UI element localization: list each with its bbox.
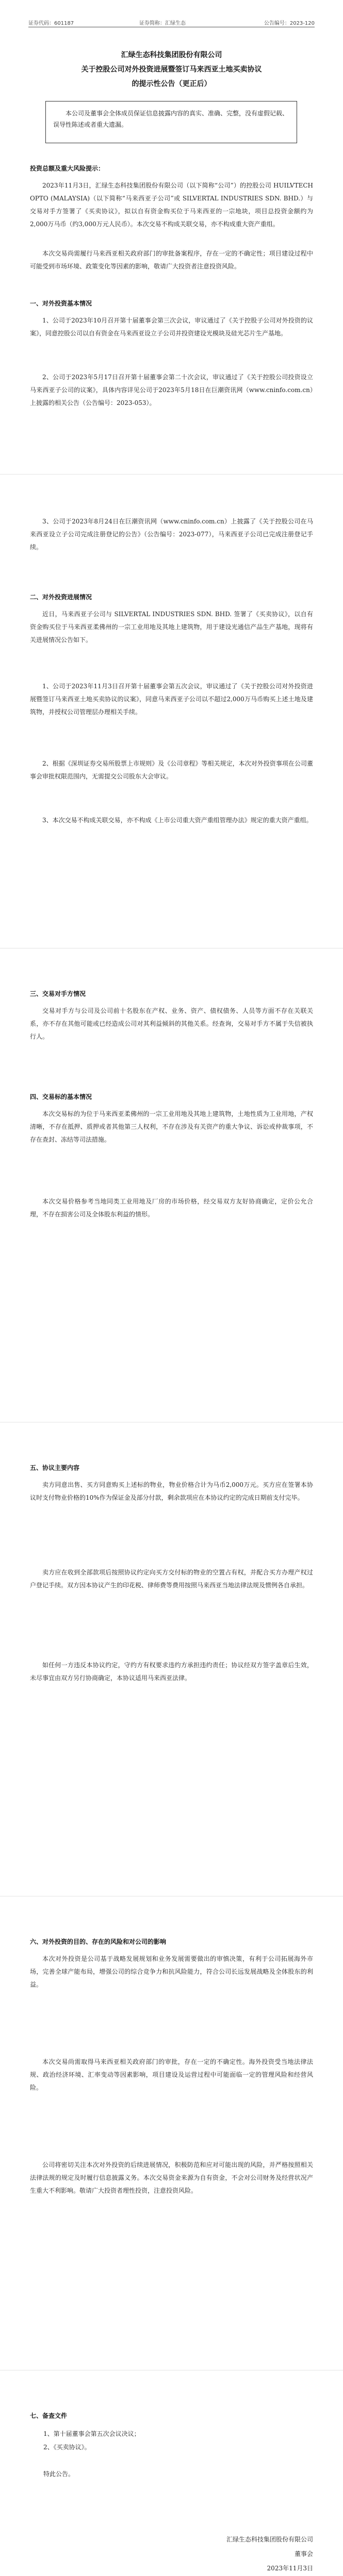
section-heading-counterparty: 三、交易对手方情况 xyxy=(30,990,86,997)
section-heading-subject: 四、交易标的基本情况 xyxy=(30,1093,92,1100)
paragraph: 1、公司于2023年10月召开第十届董事会第三次会议，审议通过了《关于控股子公司对外投资的议案》，同意控股公司以自有资金在马来西亚设立子公司并投资建设光模块及硅光芯片生产基地。 xyxy=(30,317,313,337)
paragraph: 近日，马来西亚子公司与 SILVERTAL INDUSTRIES SDN. BHD. 签署了《买卖协议》，以自有资金购买位于马来西亚柔佛州的一宗工业用地及其地上建筑物，用于建设光通信产品生产基地，现将有关进展情况公告如下。 xyxy=(30,611,313,643)
signature-board: 董事会 xyxy=(294,2550,313,2557)
paragraph: 本次交易价格参考当地同类工业用地及厂房的市场价格，经交易双方友好协商确定，定价公允合理，不存在损害公司及全体股东利益的情形。 xyxy=(30,1198,313,1218)
section-heading-tips: 投资总额及重大风险提示： xyxy=(30,165,105,172)
announcement-number: 公告编号：2023-120 xyxy=(264,21,315,26)
document-item: 2、《买卖协议》。 xyxy=(43,2444,91,2451)
paragraph: 3、公司于2023年8月24日在巨潮资讯网（www.cninfo.com.cn）上披露了《关于控股公司在马来西亚设立子公司完成注册登记的公告》（公告编号：2023-077），马来西亚子公司已完成注册登记手续。 xyxy=(30,518,313,551)
section-heading-documents: 七、备查文件 xyxy=(30,2412,68,2419)
paragraph: 如任何一方违反本协议约定，守约方有权要求违约方承担违约责任；协议经双方签字盖章后生效，未尽事宜由双方另行协商确定，本协议适用马来西亚法律。 xyxy=(30,1662,313,1682)
stock-code: 证券代码：601187 xyxy=(28,21,74,26)
paragraph: 本次交易尚需履行马来西亚相关政府部门的审批备案程序，存在一定的不确定性；项目建设过程中可能受到市场环境、政策变化等因素的影响，敬请广大投资者注意投资风险。 xyxy=(30,250,313,270)
title-line-2: 的提示性公告（更正后） xyxy=(132,80,211,88)
document-header xyxy=(28,19,315,25)
paragraph: 1、公司于2023年11月3日召开第十届董事会第五次会议，审议通过了《关于控股公司对外投资进展暨签订马来西亚土地买卖协议的议案》，同意马来西亚子公司以不超过2,000万马币购买上述土地及建筑物，并授权公司管理层办理相关手续。 xyxy=(30,683,313,716)
paragraph: 卖方应在收到全部款项后按照协议约定向买方交付标的物业的空置占有权，并配合买方办理产权过户登记手续。双方因本协议产生的印花税、律师费等费用按照马来西亚当地法律法规及惯例各自承担。 xyxy=(30,1569,313,1589)
paragraph: 本次交易尚需取得马来西亚相关政府部门的审批，存在一定的不确定性。海外投资受当地法律法规、政治经济环境、汇率变动等因素影响，项目建设及运营过程中可能面临一定的管理风险和经营风险。 xyxy=(30,2058,313,2091)
document-item: 1、第十届董事会第五次会议决议； xyxy=(43,2430,140,2437)
section-heading-basic: 一、对外投资基本情况 xyxy=(30,300,92,307)
paragraph: 2、根据《深圳证券交易所股票上市规则》及《公司章程》等相关规定，本次对外投资事项在公司董事会审批权限范围内，无需提交公司股东大会审议。 xyxy=(30,760,313,780)
paragraph: 2、公司于2023年5月17日召开第十届董事会第二十次会议，审议通过了《关于控股公司投资设立马来西亚子公司的议案》，具体内容详见公司于2023年5月18日在巨潮资讯网（www.cninfo.com.cn）上披露的相关公告（公告编号：2023-053）。 xyxy=(30,374,313,406)
stock-abbr: 证券简称：汇绿生态 xyxy=(139,21,186,26)
section-heading-agreement: 五、协议主要内容 xyxy=(30,1464,80,1471)
closing-line: 特此公告。 xyxy=(43,2470,75,2478)
paragraph: 公司将密切关注本次对外投资的后续进展情况，积极防范和应对可能出现的风险，并严格按照相关法律法规的规定及时履行信息披露义务。本次交易资金来源为自有资金，不会对公司财务及经营状况产生重大不利影响。敬请广大投资者理性投资，注意投资风险。 xyxy=(30,2161,313,2194)
section-heading-progress: 二、对外投资进展情况 xyxy=(30,594,92,601)
signature-date: 2023年11月3日 xyxy=(267,2565,313,2572)
paragraph: 本次交易标的为位于马来西亚柔佛州的一宗工业用地及其地上建筑物，土地性质为工业用地，产权清晰，不存在抵押、质押或者其他第三人权利，不存在涉及有关资产的重大争议、诉讼或仲裁事项，不存在查封、冻结等司法措施。 xyxy=(30,1110,313,1143)
board-statement-box: 本公司及董事会全体成员保证信息披露内容的真实、准确、完整，没有虚假记载、误导性陈述或者重大遗漏。 xyxy=(45,101,297,143)
paragraph: 2023年11月3日，汇绿生态科技集团股份有限公司（以下简称“公司”）的控股公司 HUILVTECH OPTO (MALAYSIA)（以下简称“马来西亚子公司”或 SILVERTAL INDUSTRIES SDN. BHD.）与交易对手方签署了《买卖协议》，拟以自有资金购买位于马来西亚的一宗地块，项目总投资金额约为2,000万马币（约3,000万元人民币）。本次交易不构成关联交易，亦不构成重大资产重组。 xyxy=(30,182,313,228)
signature-company: 汇绿生态科技集团股份有限公司 xyxy=(226,2536,313,2543)
paragraph: 本次对外投资是公司基于战略发展规划和业务发展需要做出的审慎决策，有利于公司拓展海外市场，完善全球产能布局，增强公司的综合竞争力和抗风险能力，符合公司长远发展战略及全体股东的利益。 xyxy=(30,1955,313,1988)
section-heading-purpose: 六、对外投资的目的、存在的风险和对公司的影响 xyxy=(30,1938,167,1945)
paragraph: 交易对手方与公司及公司前十名股东在产权、业务、资产、债权债务、人员等方面不存在关联关系，亦不存在其他可能或已经造成公司对其利益倾斜的其他关系。经查询，交易对手方不属于失信被执行人。 xyxy=(30,1007,313,1040)
paragraph: 3、本次交易不构成关联交易，亦不构成《上市公司重大资产重组管理办法》规定的重大资产重组。 xyxy=(42,817,313,824)
paragraph: 卖方同意出售、买方同意购买上述标的物业，物业价格合计为马币2,000万元。买方应在签署本协议时支付物业价格的10%作为保证金及部分付款，剩余款项应在本协议约定的完成日期前支付完毕。 xyxy=(30,1481,313,1501)
title-line-1: 关于控股公司对外投资进展暨签订马来西亚土地买卖协议 xyxy=(81,65,262,74)
company-name: 汇绿生态科技集团股份有限公司 xyxy=(121,51,222,59)
